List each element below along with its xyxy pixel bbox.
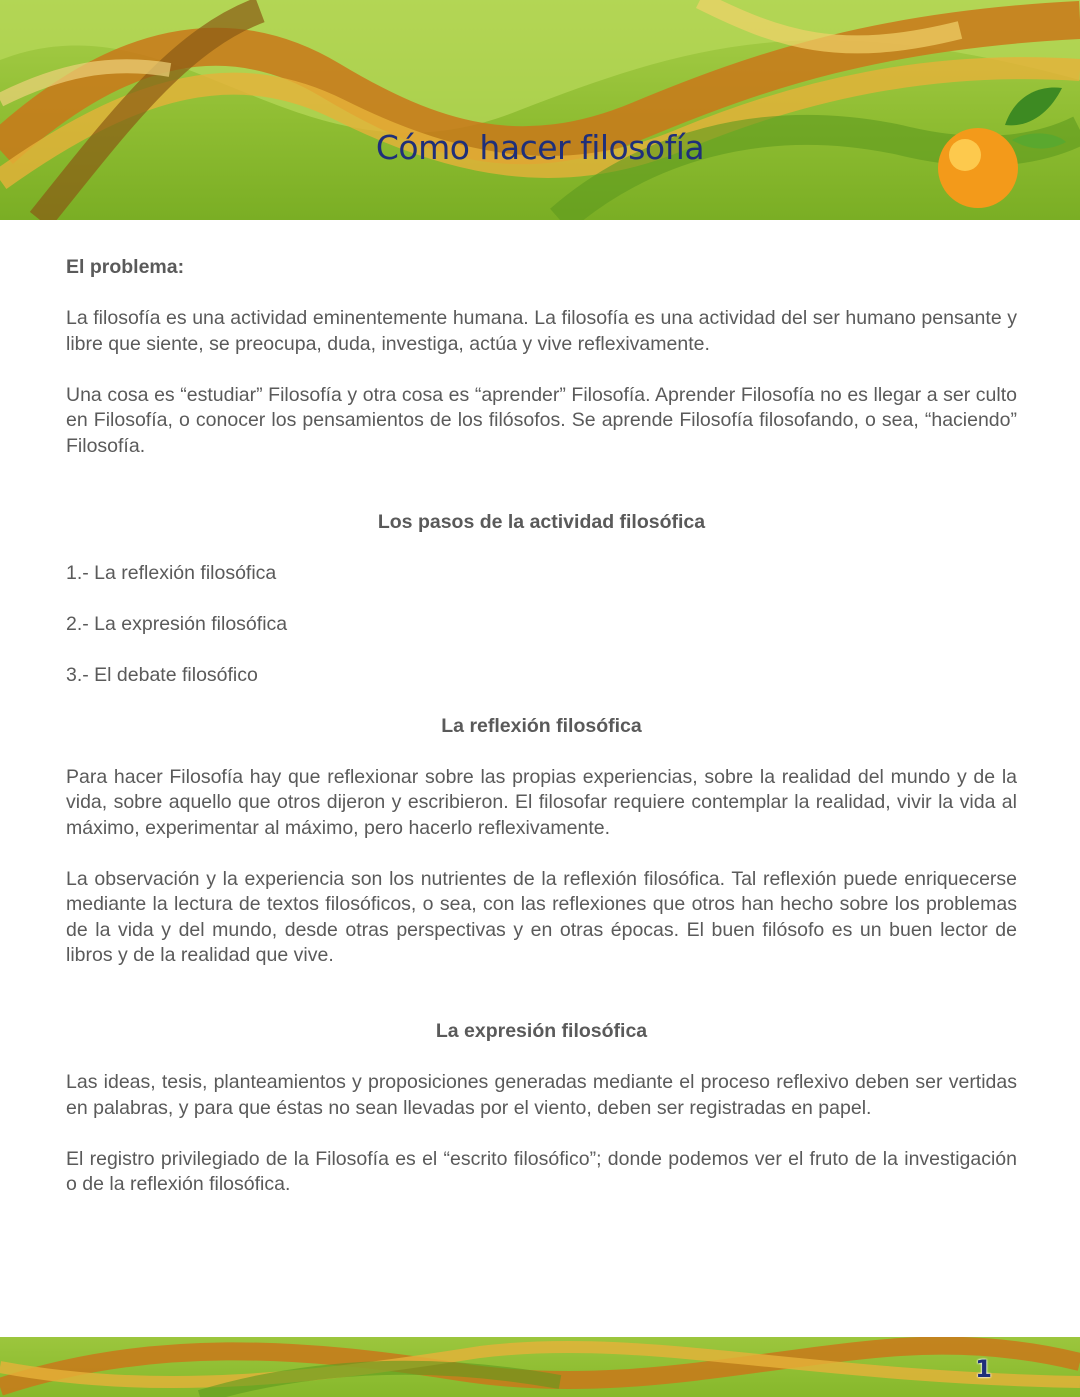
header-banner: [0, 0, 1080, 220]
problem-paragraph-2: Una cosa es “estudiar” Filosofía y otra cosa es “aprender” Filosofía. Aprender Filosofía no es llegar a ser culto en Filosofía, o conocer los pensamientos de los filósofos. Se aprende Filosofía filosofando, o sea, “haciendo” Filosofía.: [66, 383, 1017, 457]
problem-paragraph-1: La filosofía es una actividad eminentemente humana. La filosofía es una actividad del ser humano pensante y libre que siente, se preocupa, duda, investiga, actúa y vive reflexivamente.: [66, 307, 1017, 355]
step-item-2: 2.- La expresión filosófica: [66, 612, 288, 635]
steps-heading: Los pasos de la actividad filosófica: [377, 510, 706, 533]
page-title: Cómo hacer filosofía: [375, 128, 705, 167]
reflection-heading: La reflexión filosófica: [441, 714, 642, 737]
document-body: [66, 255, 1017, 1223]
expression-heading: La expresión filosófica: [435, 1020, 648, 1042]
step-item-1: 1.- La reflexión filosófica: [66, 561, 277, 584]
step-item-3: 3.- El debate filosófico: [66, 663, 258, 686]
reflection-paragraph-1: Para hacer Filosofía hay que reflexionar sobre las propias experiencias, sobre la realidad del mundo y de la vida, sobre aquello que otros dijeron y escribieron. El filosofar requiere contemplar la realidad, vivir la vida al máximo, experimentar al máximo, pero hacerlo reflexivamente.: [66, 765, 1017, 839]
page-number: 1: [975, 1355, 992, 1383]
expression-paragraph-2: El registro privilegiado de la Filosofía es el “escrito filosófico”; donde podemos ver el fruto de la investigación o de la reflexión filosófica.: [66, 1147, 1017, 1195]
banner-wave-decoration: [0, 0, 1080, 220]
expression-paragraph-1: Las ideas, tesis, planteamientos y proposiciones generadas mediante el proceso reflexivo deben ser vertidas en palabras, y para que éstas no sean llevadas por el viento, deben ser registradas en papel.: [66, 1071, 1017, 1119]
footer-wave-decoration: [0, 1337, 1080, 1397]
problem-label: El problema:: [66, 256, 185, 278]
footer-banner: [0, 1337, 1080, 1397]
reflection-paragraph-2: La observación y la experiencia son los nutrientes de la reflexión filosófica. Tal reflexión puede enriquecerse mediante la lectura de textos filosóficos, o sea, con las reflexiones que otros han hecho sobre los problemas de la vida y del mundo, desde otras perspectivas y en otras épocas. El buen filósofo es un buen lector de libros y de la realidad que vive.: [66, 867, 1017, 966]
